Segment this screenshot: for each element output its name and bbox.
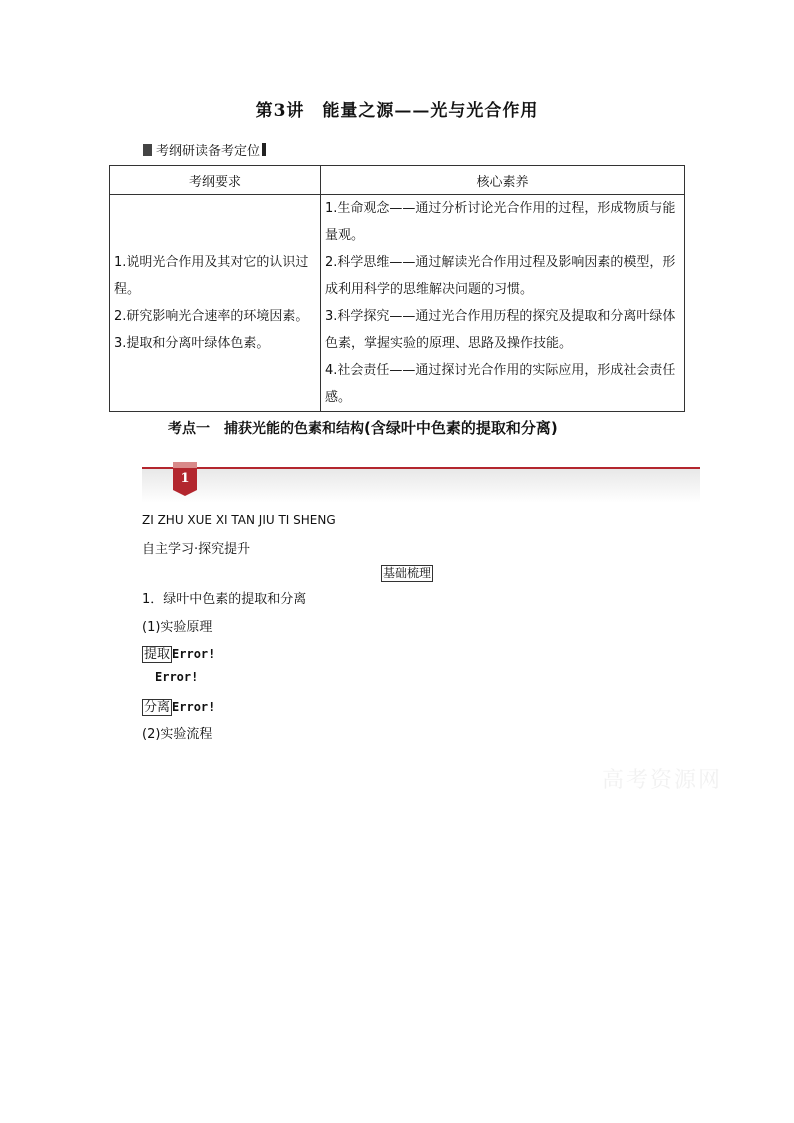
section-divider [142,467,700,469]
section-subtitle: 自主学习·探究提升 [142,542,251,557]
watermark: 高考资源网 [602,768,723,793]
table-row [110,195,685,412]
kaodian-main: 考点一 捕获光能的色素和结构 [168,421,364,437]
list-item: 4.社会责任——通过探讨光合作用的实际应用，形成社会责任感。 [325,363,676,405]
list-item: 1.说明光合作用及其对它的认识过程。 [114,255,309,297]
kaodian-heading [168,417,558,438]
extract-label: 提取 [144,647,171,662]
list-item: 2.研究影响光合速率的环境因素。 [114,309,309,324]
badge-number: 1 [173,468,197,490]
item-experiment-principle: (1)实验原理 [142,620,213,635]
item-experiment-procedure: (2)实验流程 [142,727,213,742]
error-text-2: Error! [155,670,199,684]
separate-line [142,696,215,715]
requirements-table [109,165,685,412]
header-core-literacy: 核心素养 [321,166,685,195]
table-header-row [110,166,685,195]
header-requirements: 考纲要求 [110,166,321,195]
list-item: 2.科学思维——通过解读光合作用过程及影响因素的模型，形成利用科学的思维解决问题的习惯。 [325,255,676,297]
section-number-badge [173,462,197,496]
section-marker-icon [143,144,152,156]
page-title: 第3讲 能量之源——光与光合作用 [255,101,539,121]
section-label-text: 考纲研读备考定位 [156,144,261,159]
basic-review-label: 基础梳理 [383,566,432,580]
kaodian-sub: (含绿叶中色素的提取和分离) [364,419,558,437]
list-item: 3.科学探究——通过光合作用历程的探究及提取和分离叶绿体色素，掌握实验的原理、思路及操作技能。 [325,309,676,351]
badge-tip [173,490,197,496]
section-label [143,140,266,159]
error-text-3: Error! [172,700,216,714]
list-item: 1.生命观念——通过分析讨论光合作用的过程，形成物质与能量观。 [325,201,676,243]
section-banner-shade [142,469,700,503]
error-line-2 [155,670,198,685]
separate-label: 分离 [144,700,171,715]
heading-pigment-extraction: 1．绿叶中色素的提取和分离 [142,592,307,607]
list-item: 3.提取和分离叶绿体色素。 [114,336,270,351]
section-end-bar-icon [262,143,266,156]
requirements-cell [110,195,321,412]
pinyin-heading: ZI ZHU XUE XI TAN JIU TI SHENG [142,513,336,527]
core-literacy-cell [321,195,685,412]
extract-line [142,643,215,662]
error-text-1: Error! [172,647,216,661]
